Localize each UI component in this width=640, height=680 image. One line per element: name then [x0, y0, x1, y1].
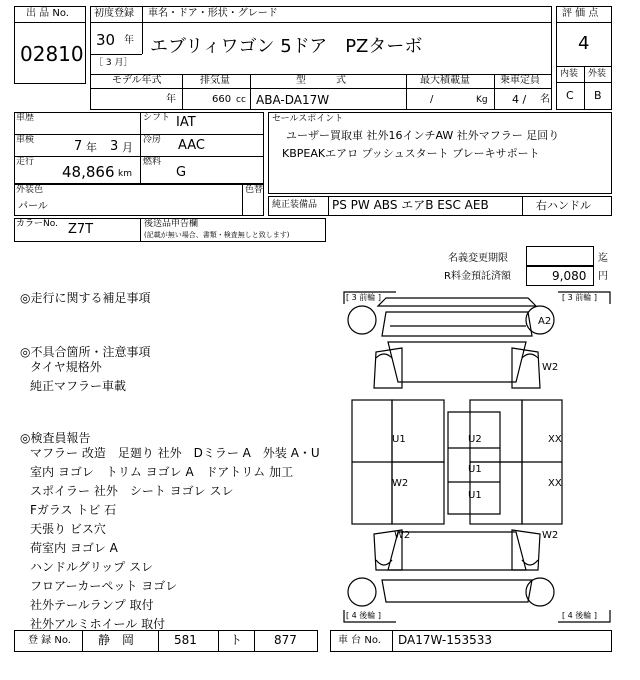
shift-label: シフト: [143, 113, 171, 123]
hood: [382, 312, 532, 336]
inspection-month-unit: 月: [122, 141, 133, 154]
inspector-line: 社外アルミホイール 取付: [30, 617, 166, 631]
sales-points-label: セールスポイント: [272, 114, 344, 124]
corner-label-bl: [ 4 後輪 ]: [346, 611, 381, 620]
inspector-line: 荷室内 ヨゴレ A: [30, 541, 118, 555]
ac: AAC: [178, 138, 205, 153]
mark-hood: A2: [538, 316, 552, 327]
fuel: G: [176, 165, 187, 180]
details-box: [14, 112, 264, 184]
exterior-color-label: 外装色: [16, 185, 44, 195]
mark-roof-mid: U1: [468, 464, 482, 475]
year-unit: 年: [124, 35, 134, 46]
max-load-unit: Kg: [476, 95, 488, 105]
color-no: Z7T: [68, 222, 94, 237]
left-front-door: [392, 400, 444, 462]
right-front-door: [470, 400, 522, 462]
inspection-year: 7: [74, 139, 83, 154]
reg-number: 877: [274, 633, 297, 647]
inspector-line: マフラー 改造 足廻り 社外 Dミラー A 外装 A・U: [30, 446, 320, 460]
corner-label-tl: [ 3 前輪 ]: [346, 293, 381, 302]
sales-points-line2: KBPEAKエアロ プッシュスタート ブレーキサポート: [282, 147, 540, 160]
defect-list: [30, 358, 126, 396]
mark-roof-rear: U1: [468, 490, 482, 501]
model-year-label: モデル年式: [112, 75, 162, 86]
car-name-label: 車名・ドア・形状・グレード: [148, 8, 278, 19]
inspector-line: 室内 ヨゴレ トリム ヨゴレ A ドアトリム 加工: [30, 465, 294, 479]
model-code: ABA-DA17W: [256, 93, 330, 107]
capacity-label: 乗車定員: [500, 75, 540, 86]
name-change-unit: 迄: [598, 253, 608, 264]
max-load-slash: /: [430, 94, 434, 105]
model-year-unit: 年: [166, 94, 176, 105]
lot-no-label: 出 品 No.: [26, 8, 69, 19]
inspector-line: スポイラー 社外 シート ヨゴレ スレ: [30, 484, 234, 498]
mileage-label: 走行: [16, 157, 35, 167]
car-diagram: [340, 288, 614, 626]
reg-pref: 静 岡: [98, 633, 135, 647]
inspector-line: 社外テールランプ 取付: [30, 598, 154, 612]
model-code-label: 型 式: [296, 75, 346, 86]
first-reg-year: 30: [96, 31, 116, 49]
ac-label: 冷房: [143, 135, 162, 145]
defect-line: タイヤ規格外: [30, 360, 102, 374]
windshield: [388, 342, 526, 382]
mark-right-front-door: XX: [548, 434, 562, 445]
recycle-unit: 円: [598, 271, 608, 282]
wheel-front-left: [348, 306, 376, 334]
driving-notes-label: ◎走行に関する補足事項: [20, 291, 151, 305]
rear-bumper: [382, 580, 532, 602]
inspector-line: フロアーカーペット ヨゴレ: [30, 579, 178, 593]
defect-line: 純正マフラー車載: [30, 379, 127, 393]
exterior-label: 外装: [588, 69, 607, 79]
lot-no: 02810: [20, 42, 84, 66]
recycle-label: R料金預託済額: [444, 271, 511, 282]
mileage-hist-label: 車歴: [16, 113, 35, 123]
interior-label: 内装: [560, 69, 579, 79]
left-rear-door: [392, 462, 444, 524]
chassis-no: DA17W-153533: [398, 633, 493, 647]
first-reg-label: 初度登録: [94, 8, 134, 19]
color-label: 色替: [245, 185, 264, 195]
score-label: 評 価 点: [562, 8, 599, 19]
score: 4: [578, 33, 590, 54]
name-change-box: [526, 246, 594, 266]
inspector-label: ◎検査員報告: [20, 431, 91, 445]
inspection-year-unit: 年: [86, 141, 97, 154]
mark-right-rear-door: XX: [548, 478, 562, 489]
sales-points-line1: ユーザー買取車 社外16インチAW 社外マフラー 足回り: [286, 129, 560, 142]
corner-label-tr: [ 3 前輪 ]: [562, 293, 597, 302]
reg-no-label: 登 録 No.: [28, 635, 71, 646]
inspector-line: Fガラス トビ 石: [30, 503, 117, 517]
car-name: エブリィワゴン 5ドア PZターボ: [150, 36, 423, 57]
mark-left-rear-quarter: W2: [394, 530, 411, 541]
chassis-label: 車 台 No.: [338, 635, 381, 646]
color-no-label: カラーNo.: [16, 219, 58, 229]
mileage: 48,866: [62, 163, 115, 181]
handle: 右ハンドル: [536, 199, 591, 212]
post-purchase-label: 後送品申告欄: [144, 219, 199, 229]
name-change-label: 名義変更期限: [448, 253, 508, 264]
recycle-value: 9,080: [552, 269, 587, 283]
interior-grade: C: [566, 89, 574, 102]
fuel-label: 燃料: [143, 157, 162, 167]
capacity-unit: 名: [540, 94, 550, 105]
corner-label-br: [ 4 後輪 ]: [562, 611, 597, 620]
exterior-color: パール: [18, 201, 48, 212]
displacement: 660: [212, 94, 232, 105]
capacity: 4 /: [512, 93, 527, 106]
mark-left-front-door: U1: [392, 434, 406, 445]
inspector-line: 天張り ビス穴: [30, 522, 106, 536]
equipment: PS PW ABS エアB ESC AEB: [332, 198, 489, 212]
first-reg-month: ［ 3 月］: [94, 58, 133, 68]
post-purchase-note: (記載が無い場合、書類・検査無しと致します): [144, 231, 290, 239]
displacement-unit: cc: [236, 95, 246, 105]
reg-kana: ト: [230, 633, 243, 647]
inspector-line: ハンドルグリップ スレ: [30, 560, 154, 574]
mark-front-right-fender: W2: [542, 362, 559, 373]
inspection-month: 3: [110, 139, 119, 154]
defect-label: ◎不具合箇所・注意事項: [20, 345, 151, 359]
inspection-label: 車検: [16, 135, 35, 145]
mileage-unit: km: [118, 169, 132, 179]
mark-roof-front: U2: [468, 434, 482, 445]
mark-left-rear-door: W2: [392, 478, 409, 489]
max-load-label: 最大積載量: [420, 75, 470, 86]
inspector-list: [30, 444, 320, 634]
shift: IAT: [176, 115, 196, 130]
mark-right-rear-quarter: W2: [542, 530, 559, 541]
front-bumper: [378, 298, 536, 306]
displacement-label: 排気量: [200, 75, 230, 86]
exterior-grade: B: [594, 89, 602, 102]
reg-class: 581: [174, 633, 197, 647]
wheel-rear-left: [348, 578, 376, 606]
equipment-label: 純正装備品: [272, 200, 318, 210]
exterior-color-box: [14, 184, 264, 216]
